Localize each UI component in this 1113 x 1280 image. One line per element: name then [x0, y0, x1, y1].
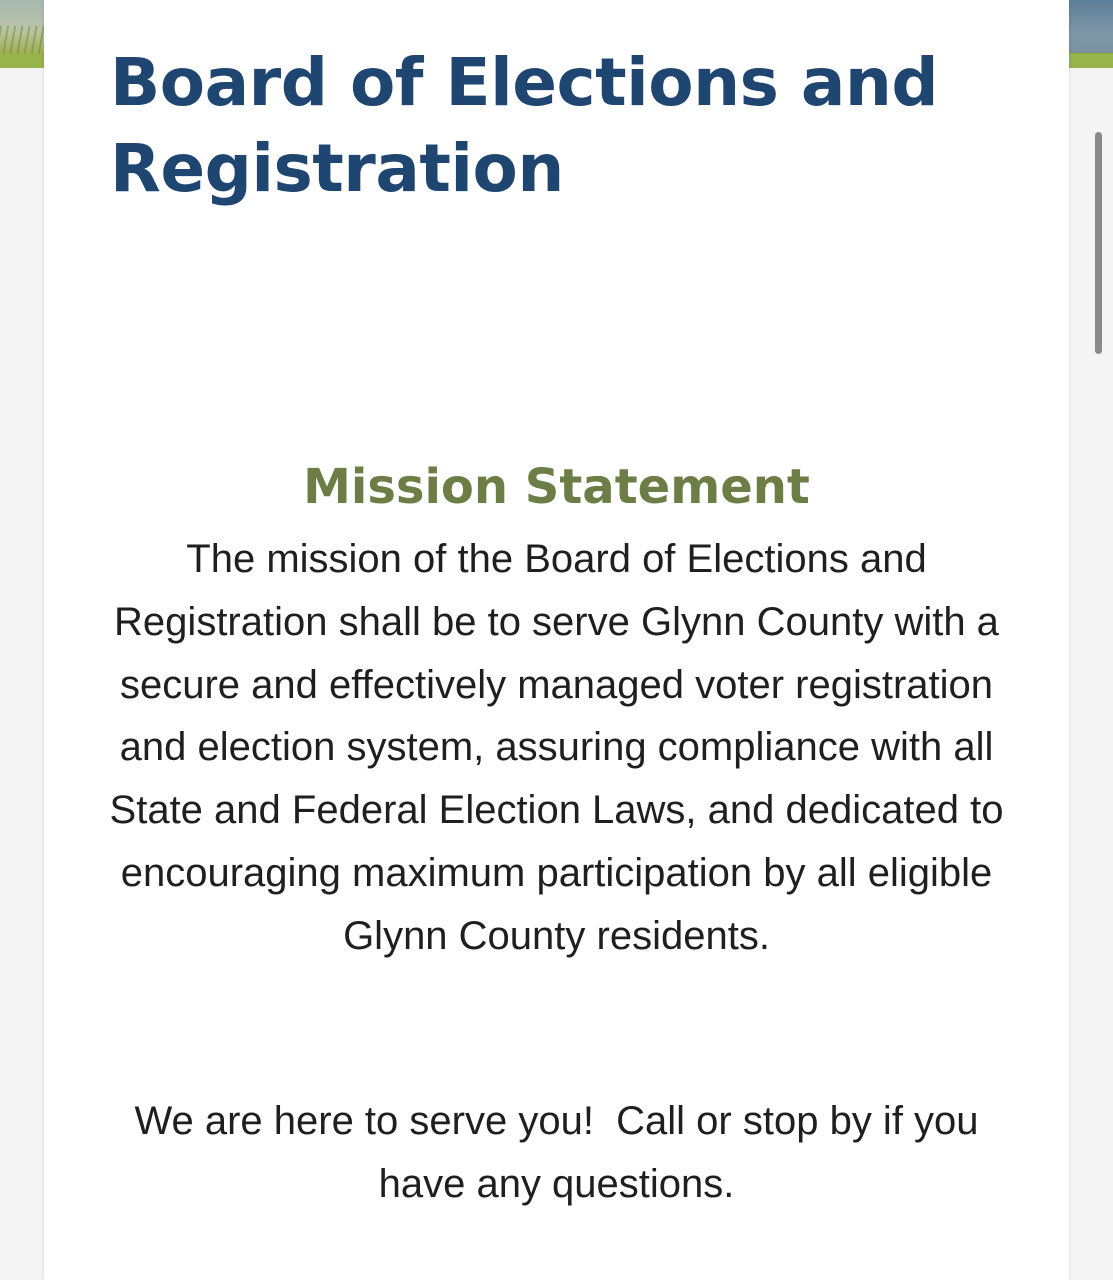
green-accent-stripe: [0, 54, 44, 68]
mission-statement-text: The mission of the Board of Elections and Registration shall be to serve Glynn County with a secure and effectively managed voter registration and election system, assuring compliance with all State and Federal Election Laws, and dedicated to encouraging maximum participation by all eligible Glynn County residents.: [109, 537, 1004, 958]
scrollbar-thumb[interactable]: [1095, 132, 1102, 354]
mission-statement-heading: Mission Statement: [303, 459, 810, 515]
page-background-right: [1069, 0, 1113, 1280]
header-banner-image-right: [1069, 0, 1113, 68]
green-accent-stripe: [1069, 54, 1113, 68]
page-background-left: [0, 0, 44, 1280]
marsh-grass-graphic: [0, 26, 44, 56]
page-title: Board of Elections and Registration: [110, 44, 939, 207]
serve-message: We are here to serve you! Call or stop by if you have any questions.: [134, 1099, 990, 1206]
header-banner-image-left: [0, 0, 44, 68]
content-card: [44, 0, 1069, 1280]
